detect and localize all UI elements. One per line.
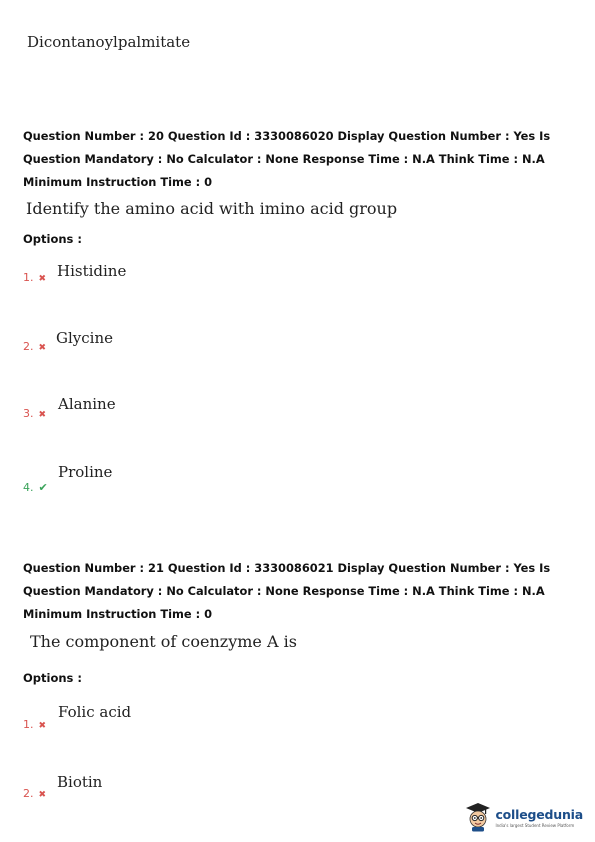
wrong-mark-icon: ✖ <box>38 274 47 284</box>
question-21-options-label: Options : <box>23 671 82 685</box>
q20-option-4-text: Proline <box>58 463 113 481</box>
q20-option-1-number: 1. ✖ <box>23 271 47 284</box>
q20-option-2-number: 2. ✖ <box>23 340 47 353</box>
wrong-mark-icon: ✖ <box>38 721 47 731</box>
q20-option-4-number: 4. ✔ <box>23 481 48 494</box>
q20-option-3-text: Alanine <box>58 395 116 413</box>
logo-name: collegedunia <box>495 806 583 822</box>
q21-option-1-text: Folic acid <box>58 703 132 721</box>
q21-option-1-number: 1. ✖ <box>23 718 47 731</box>
check-mark-icon: ✔ <box>38 481 48 494</box>
prev-option-text: Dicontanoylpalmitate <box>27 33 191 51</box>
student-mascot-icon <box>465 802 491 832</box>
wrong-mark-icon: ✖ <box>38 790 47 800</box>
question-20-text: Identify the amino acid with imino acid group <box>26 199 398 218</box>
wrong-mark-icon: ✖ <box>38 410 47 420</box>
q20-option-3-number: 3. ✖ <box>23 407 47 420</box>
question-21-text: The component of coenzyme A is <box>30 632 297 651</box>
collegedunia-logo <box>465 802 583 832</box>
q20-option-1-text: Histidine <box>57 262 127 280</box>
logo-tagline: India's largest Student Review Platform <box>495 822 575 828</box>
question-20-meta: Question Number : 20 Question Id : 3330086020 Display Question Number : Yes Is Question Mandatory : No Calculator : None Response Time : N.A Think Time : N.A Minimum Instruction Time : 0 <box>23 129 551 189</box>
q21-option-2-text: Biotin <box>57 773 103 791</box>
q21-option-2-number: 2. ✖ <box>23 787 47 800</box>
question-21-meta: Question Number : 21 Question Id : 3330086021 Display Question Number : Yes Is Question Mandatory : No Calculator : None Response Time : N.A Think Time : N.A Minimum Instruction Time : 0 <box>23 561 551 621</box>
q20-option-2-text: Glycine <box>56 329 113 347</box>
question-20-options-label: Options : <box>23 232 82 246</box>
wrong-mark-icon: ✖ <box>38 343 47 353</box>
